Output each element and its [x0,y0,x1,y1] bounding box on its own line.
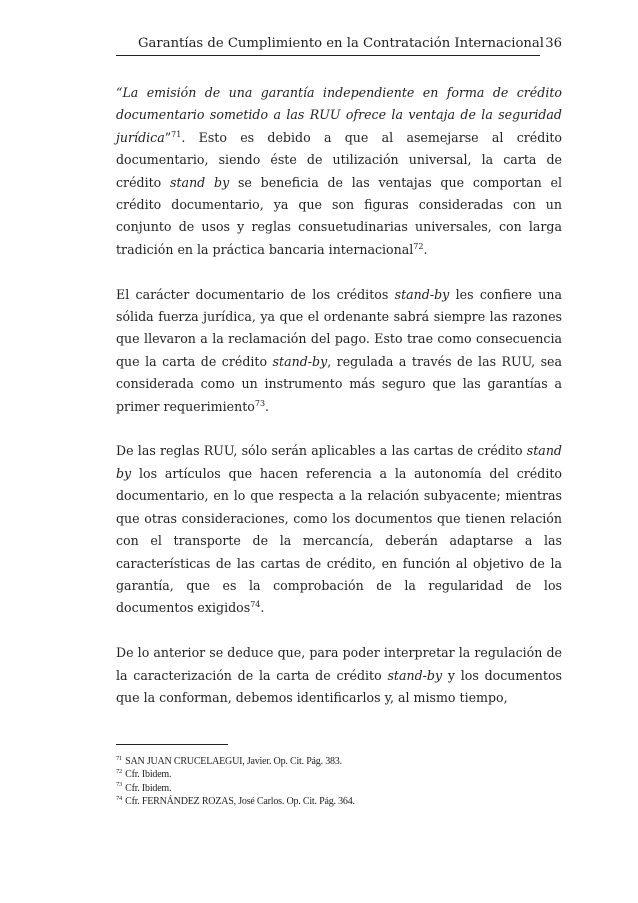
header-title: Garantías de Cumplimiento en la Contratación Internacional [138,36,544,51]
footnote-number: 73 [116,781,123,789]
text-run: ” [164,129,172,145]
text-run: . [423,241,428,257]
page-number: 36 [545,36,562,51]
footnote-reference: 73 [254,398,266,408]
text-run: . [265,398,270,414]
paragraph [116,440,562,619]
footnote-number: 74 [116,794,123,802]
footnote-reference: 72 [413,241,424,251]
footnote [116,755,562,768]
footnote-text: Cfr. Ibidem. [125,769,172,781]
footnote-text: Cfr. FERNÁNDEZ ROZAS, José Carlos. Op. Cit. Pág. 364. [125,796,355,808]
italic-text: “La emisión de una garantía independiente en forma de crédito documentario sometido a las RUU ofrece la ventaja de la seguridad jurídica [116,85,562,145]
text-run: . [260,600,265,616]
footnotes [116,755,562,809]
text-run: les confiere una sólida fuerza jurídica, ya que el ordenante sabrá siempre las razones que llevaron a la reclamación del pago. Esto trae como consecuencia que la carta de crédito [116,286,562,369]
text-run: . Esto es debido a que al asemejarse al crédito documentario, siendo éste de utilización universal, la carta de crédito [116,129,562,190]
footnote-reference: 71 [171,129,182,139]
footnote-number: 71 [116,754,123,762]
text-run: los artículos que hacen referencia a la autonomía del crédito documentario, en lo que respecta a la relación subyacente; mientras que otras consideraciones, como los documentos que tienen relación con el transporte de la mercancía, deberán adaptarse a las características de las cartas de crédito, en función al objetivo de la garantía, que es la comprobación de la regularidad de los documentos exigidos [116,465,562,616]
italic-text: stand-by [387,667,443,683]
paragraph [116,284,562,418]
page-header [116,36,562,56]
footnote-number: 72 [116,768,123,776]
footnote-rule [116,744,228,745]
paragraph [116,642,562,709]
text-run: , regulada a través de las RUU, sea considerada como un instrumento más seguro que las garantías a primer requerimiento [116,353,562,414]
text-run: De lo anterior se deduce que, para poder interpretar la regulación de la caracterización de la carta de crédito [116,645,562,683]
text-run: y los documentos que la conforman, debemos identificarlos y, al mismo tiempo, [116,667,562,705]
footnote [116,768,562,781]
italic-text: stand-by [394,286,450,302]
text-run: De las reglas RUU, sólo serán aplicables a las cartas de crédito [116,443,527,459]
text-run: El carácter documentario de los créditos [116,286,395,302]
header-rule [116,55,540,56]
paragraph [116,82,562,261]
body-text [116,82,562,709]
footnote-text: SAN JUAN CRUCELAEGUI, Javier. Op. Cit. Pág. 383. [125,756,342,767]
footnote [116,782,562,795]
italic-text: stand by [170,174,230,190]
italic-text: stand by [116,443,562,481]
footnote-reference: 74 [250,600,261,610]
italic-text: stand-by [272,353,328,369]
footnote [116,795,562,808]
footnote-text: Cfr. Ibidem. [125,782,172,794]
text-run: se beneficia de las ventajas que comportan el crédito documentario, ya que son figuras consideradas con un conjunto de usos y reglas consuetudinarias universales, con larga tradición en la práctica bancaria internacional [116,174,562,257]
